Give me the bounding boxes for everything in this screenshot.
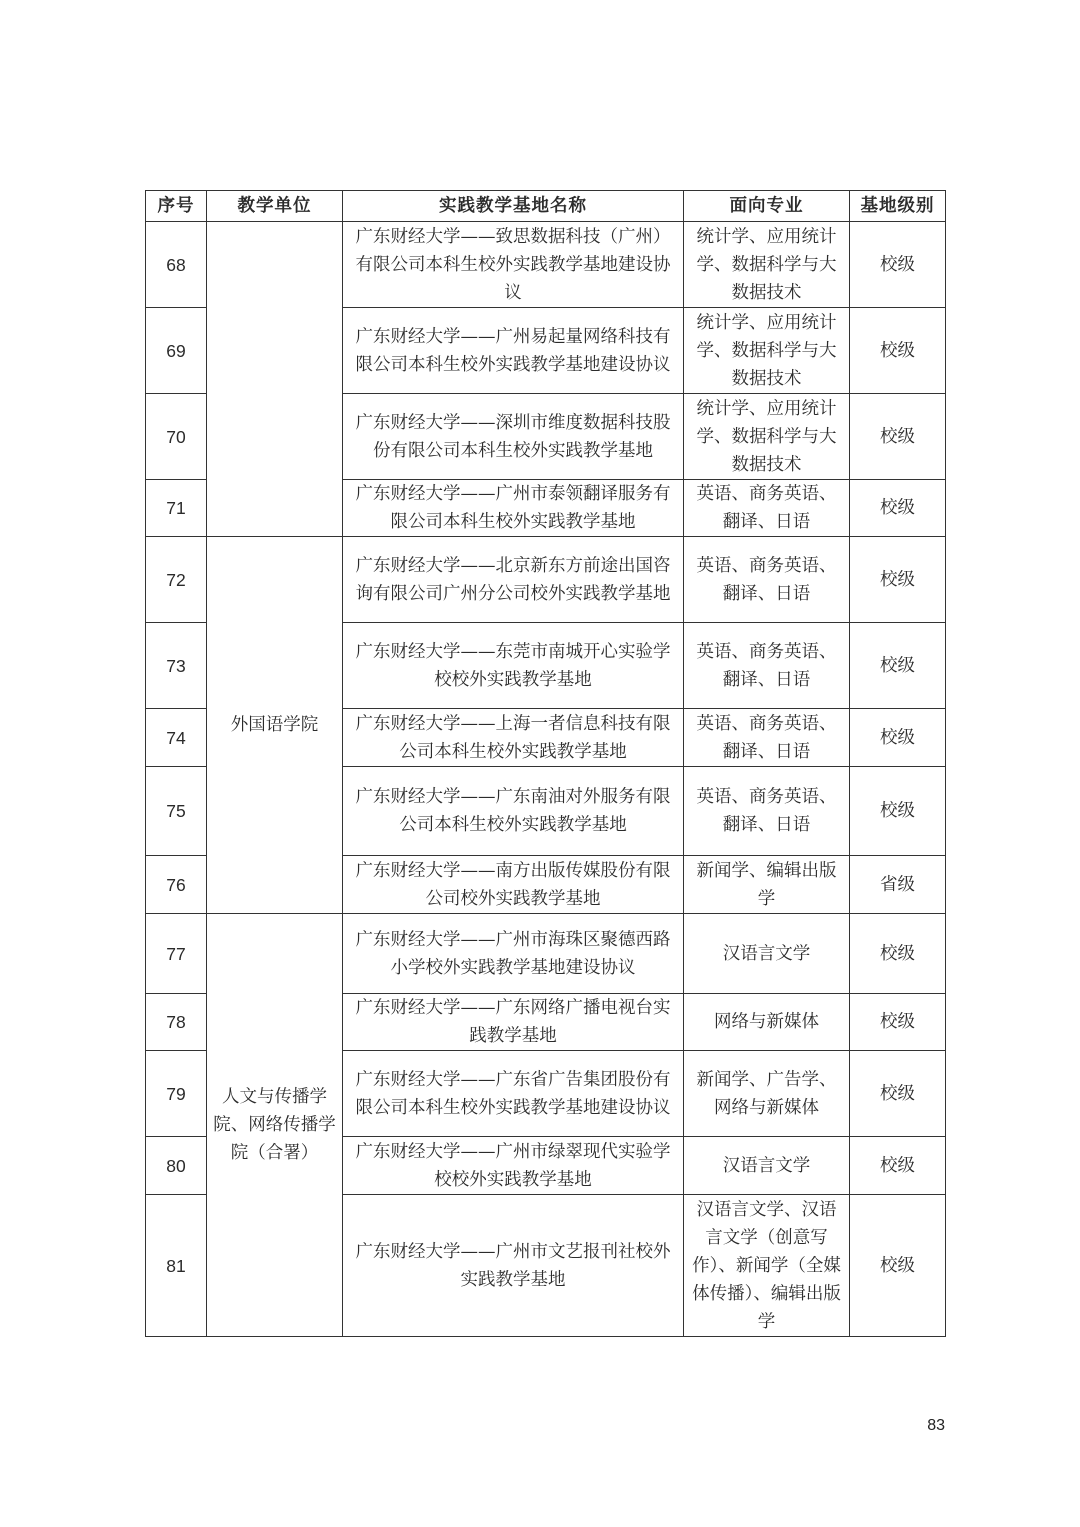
row-no: 77 <box>146 914 207 994</box>
row-no: 78 <box>146 994 207 1051</box>
row-level: 校级 <box>850 308 946 394</box>
row-base-name: 广东财经大学——广州市泰领翻译服务有限公司本科生校外实践教学基地 <box>343 480 684 537</box>
row-level: 校级 <box>850 767 946 856</box>
row-base-name: 广东财经大学——广东南油对外服务有限公司本科生校外实践教学基地 <box>343 767 684 856</box>
table-row <box>146 222 946 308</box>
row-level: 校级 <box>850 914 946 994</box>
row-level: 校级 <box>850 394 946 480</box>
row-no: 68 <box>146 222 207 308</box>
row-no: 79 <box>146 1051 207 1137</box>
row-base-name: 广东财经大学——广州市绿翠现代实验学校校外实践教学基地 <box>343 1137 684 1195</box>
header-unit: 教学单位 <box>207 191 343 222</box>
row-level: 校级 <box>850 537 946 623</box>
table-row <box>146 537 946 623</box>
header-base-name: 实践教学基地名称 <box>343 191 684 222</box>
header-row <box>146 191 946 222</box>
row-major: 统计学、应用统计学、数据科学与大数据技术 <box>684 394 850 480</box>
unit-cell <box>207 222 343 537</box>
row-no: 69 <box>146 308 207 394</box>
row-no: 73 <box>146 623 207 709</box>
row-major: 英语、商务英语、翻译、日语 <box>684 767 850 856</box>
row-major: 新闻学、广告学、网络与新媒体 <box>684 1051 850 1137</box>
base-table <box>145 190 946 1337</box>
row-no: 70 <box>146 394 207 480</box>
row-no: 74 <box>146 709 207 767</box>
row-base-name: 广东财经大学——广东网络广播电视台实践教学基地 <box>343 994 684 1051</box>
header-major: 面向专业 <box>684 191 850 222</box>
row-no: 75 <box>146 767 207 856</box>
row-major: 汉语言文学、汉语言文学（创意写作）、新闻学（全媒体传播）、编辑出版学 <box>684 1195 850 1337</box>
row-major: 英语、商务英语、翻译、日语 <box>684 709 850 767</box>
row-major: 英语、商务英语、翻译、日语 <box>684 480 850 537</box>
unit-cell: 人文与传播学院、网络传播学院（合署） <box>207 914 343 1337</box>
row-level: 校级 <box>850 994 946 1051</box>
row-base-name: 广东财经大学——致思数据科技（广州）有限公司本科生校外实践教学基地建设协议 <box>343 222 684 308</box>
row-major: 汉语言文学 <box>684 1137 850 1195</box>
page-number: 83 <box>927 1417 945 1434</box>
row-major: 统计学、应用统计学、数据科学与大数据技术 <box>684 222 850 308</box>
row-major: 汉语言文学 <box>684 914 850 994</box>
row-no: 72 <box>146 537 207 623</box>
row-base-name: 广东财经大学——南方出版传媒股份有限公司校外实践教学基地 <box>343 856 684 914</box>
row-no: 76 <box>146 856 207 914</box>
row-major: 新闻学、编辑出版学 <box>684 856 850 914</box>
table-row <box>146 914 946 994</box>
row-base-name: 广东财经大学——广州易起量网络科技有限公司本科生校外实践教学基地建设协议 <box>343 308 684 394</box>
row-level: 校级 <box>850 1051 946 1137</box>
row-base-name: 广东财经大学——深圳市维度数据科技股份有限公司本科生校外实践教学基地 <box>343 394 684 480</box>
row-level: 校级 <box>850 480 946 537</box>
row-level: 省级 <box>850 856 946 914</box>
row-level: 校级 <box>850 623 946 709</box>
row-base-name: 广东财经大学——上海一者信息科技有限公司本科生校外实践教学基地 <box>343 709 684 767</box>
row-level: 校级 <box>850 1195 946 1337</box>
row-base-name: 广东财经大学——广东省广告集团股份有限公司本科生校外实践教学基地建设协议 <box>343 1051 684 1137</box>
row-base-name: 广东财经大学——北京新东方前途出国咨询有限公司广州分公司校外实践教学基地 <box>343 537 684 623</box>
row-base-name: 广东财经大学——东莞市南城开心实验学校校外实践教学基地 <box>343 623 684 709</box>
header-level: 基地级别 <box>850 191 946 222</box>
unit-cell: 外国语学院 <box>207 537 343 914</box>
row-base-name: 广东财经大学——广州市文艺报刊社校外实践教学基地 <box>343 1195 684 1337</box>
row-level: 校级 <box>850 709 946 767</box>
row-level: 校级 <box>850 222 946 308</box>
row-major: 网络与新媒体 <box>684 994 850 1051</box>
row-major: 英语、商务英语、翻译、日语 <box>684 623 850 709</box>
row-major: 英语、商务英语、翻译、日语 <box>684 537 850 623</box>
row-no: 71 <box>146 480 207 537</box>
header-no: 序号 <box>146 191 207 222</box>
row-base-name: 广东财经大学——广州市海珠区聚德西路小学校外实践教学基地建设协议 <box>343 914 684 994</box>
row-major: 统计学、应用统计学、数据科学与大数据技术 <box>684 308 850 394</box>
row-no: 81 <box>146 1195 207 1337</box>
row-level: 校级 <box>850 1137 946 1195</box>
row-no: 80 <box>146 1137 207 1195</box>
